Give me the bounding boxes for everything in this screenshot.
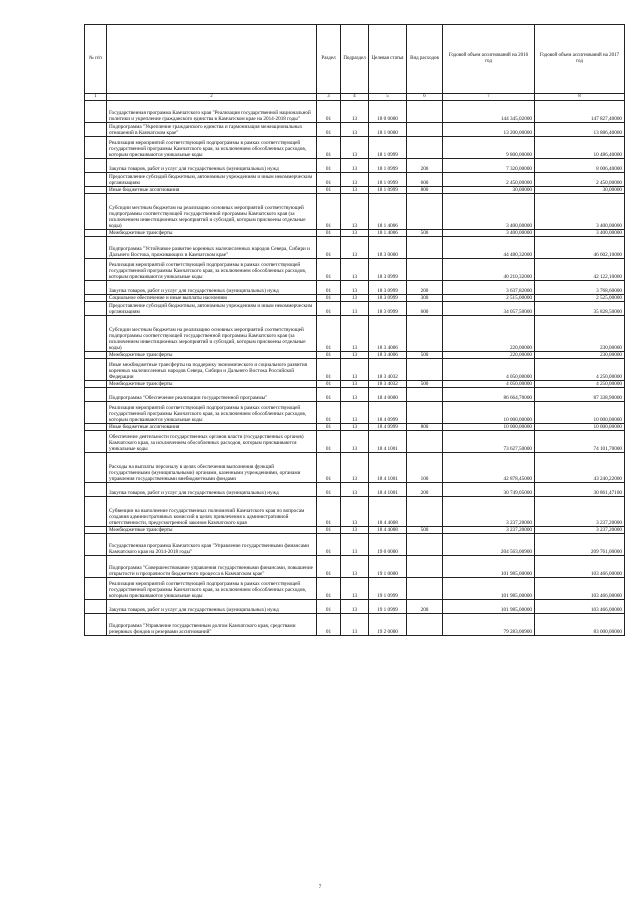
- row-podrazdel-cell: 13: [341, 352, 369, 359]
- row-volume-2016-cell: 3 237,20000: [443, 497, 535, 527]
- row-target-article-cell: 18 1 0999: [369, 173, 407, 187]
- row-target-article-cell: 18 4 4008: [369, 497, 407, 527]
- row-razdel-cell: 01: [317, 534, 341, 556]
- page-number: 7: [318, 884, 322, 890]
- row-volume-2016-cell: 220,00000: [443, 316, 535, 352]
- table-row: [85, 424, 625, 431]
- row-target-article-cell: 18 4 4008: [369, 527, 407, 534]
- row-number-cell: [85, 159, 107, 173]
- header-name: [107, 25, 317, 94]
- row-expense-type-cell: [407, 316, 443, 352]
- header-volume-2017: Годовой объем ассигнований на 2017 год: [535, 25, 625, 94]
- row-podrazdel-cell: 13: [341, 424, 369, 431]
- row-volume-2017-cell: 35 828,50000: [535, 302, 625, 316]
- row-podrazdel-cell: 13: [341, 230, 369, 237]
- row-name-cell: Подпрограмма "Управление государственным долгом Камчатского края, средствами резервных фондов и резервами ассигнований": [107, 614, 317, 636]
- row-target-article-cell: 18 3 0999: [369, 281, 407, 295]
- row-number-cell: [85, 381, 107, 388]
- row-name-cell: Реализация мероприятий соответствующей подпрограммы в рамках соответствующей государственной программы Камчатского края, за исключением обособленных расходов, которым присваиваются уникальные коды: [107, 578, 317, 600]
- row-razdel-cell: 01: [317, 600, 341, 614]
- row-expense-type-cell: [407, 123, 443, 137]
- row-expense-type-cell: [407, 137, 443, 159]
- row-expense-type-cell: [407, 534, 443, 556]
- row-razdel-cell: 01: [317, 237, 341, 259]
- row-volume-2017-cell: 4 250,00000: [535, 381, 625, 388]
- row-podrazdel-cell: 13: [341, 173, 369, 187]
- row-volume-2016-cell: 204 563,00900: [443, 534, 535, 556]
- row-expense-type-cell: [407, 101, 443, 123]
- table-row: [85, 388, 625, 402]
- row-expense-type-cell: [407, 578, 443, 600]
- table-row: [85, 359, 625, 381]
- row-number-cell: [85, 352, 107, 359]
- header-target-article: Целевая статья: [369, 25, 407, 94]
- row-podrazdel-cell: 13: [341, 295, 369, 302]
- row-volume-2017-cell: 230,00000: [535, 352, 625, 359]
- row-number-cell: [85, 187, 107, 194]
- row-number-cell: [85, 230, 107, 237]
- table-row: [85, 159, 625, 173]
- row-podrazdel-cell: 13: [341, 281, 369, 295]
- row-volume-2017-cell: 30 861,47100: [535, 483, 625, 497]
- row-number-cell: [85, 316, 107, 352]
- row-expense-type-cell: 500: [407, 381, 443, 388]
- row-name-cell: Социальное обеспечение и иные выплаты населению: [107, 295, 317, 302]
- row-target-article-cell: 18 3 0999: [369, 302, 407, 316]
- row-name-cell: Закупка товаров, работ и услуг для государственных (муниципальных) нужд: [107, 483, 317, 497]
- row-number-cell: [85, 483, 107, 497]
- row-volume-2016-cell: 42 878,45000: [443, 453, 535, 483]
- row-podrazdel-cell: 13: [341, 578, 369, 600]
- row-volume-2017-cell: 3 400,00000: [535, 230, 625, 237]
- row-volume-2016-cell: 44 480,32000: [443, 237, 535, 259]
- row-target-article-cell: 18 3 4006: [369, 316, 407, 352]
- row-name-cell: Субсидии местным бюджетам на реализацию основных мероприятий соответствующей подпрограммы соответствующей государственной программы Камчатского края (за исключением инвестиционных мероприятий и субсидий, которым присвоены отдельные коды): [107, 316, 317, 352]
- row-name-cell: Иные бюджетные ассигнования: [107, 187, 317, 194]
- row-expense-type-cell: [407, 614, 443, 636]
- table-row: [85, 402, 625, 424]
- table-row: [85, 497, 625, 527]
- row-podrazdel-cell: 13: [341, 497, 369, 527]
- row-expense-type-cell: 200: [407, 600, 443, 614]
- row-number-cell: [85, 173, 107, 187]
- header-number: № п/п: [85, 25, 107, 94]
- header-razdel: Раздел: [317, 25, 341, 94]
- row-target-article-cell: 18 4 0000: [369, 388, 407, 402]
- row-expense-type-cell: [407, 497, 443, 527]
- row-razdel-cell: 01: [317, 424, 341, 431]
- row-razdel-cell: 01: [317, 614, 341, 636]
- row-razdel-cell: 01: [317, 259, 341, 281]
- row-expense-type-cell: 600: [407, 302, 443, 316]
- row-razdel-cell: 01: [317, 316, 341, 352]
- table-row: [85, 527, 625, 534]
- table-row: [85, 352, 625, 359]
- row-volume-2016-cell: 30,00000: [443, 187, 535, 194]
- row-target-article-cell: 18 1 0000: [369, 123, 407, 137]
- row-razdel-cell: 01: [317, 230, 341, 237]
- row-name-cell: Государственная программа Камчатского края "Управление государственными финансами Камчатского края на 2014-2018 годы": [107, 534, 317, 556]
- row-razdel-cell: 01: [317, 295, 341, 302]
- row-podrazdel-cell: 13: [341, 187, 369, 194]
- row-expense-type-cell: 100: [407, 453, 443, 483]
- row-target-article-cell: 18 4 0999: [369, 424, 407, 431]
- row-name-cell: Государственная программа Камчатского края "Реализация государственной национальной политики и укрепление гражданского единства в Камчатском крае на 2014-2018 годы": [107, 101, 317, 123]
- row-volume-2017-cell: 3 237,20000: [535, 497, 625, 527]
- row-razdel-cell: 01: [317, 123, 341, 137]
- row-target-article-cell: 18 1 0999: [369, 187, 407, 194]
- row-target-article-cell: 18 1 4006: [369, 230, 407, 237]
- row-expense-type-cell: 200: [407, 483, 443, 497]
- budget-table: [84, 24, 625, 636]
- row-volume-2016-cell: 2 515,00000: [443, 295, 535, 302]
- column-number-row: [85, 94, 625, 101]
- row-name-cell: Закупка товаров, работ и услуг для государственных (муниципальных) нужд: [107, 600, 317, 614]
- column-number: 8: [535, 94, 625, 101]
- row-podrazdel-cell: 13: [341, 381, 369, 388]
- row-number-cell: [85, 281, 107, 295]
- row-expense-type-cell: 500: [407, 352, 443, 359]
- row-volume-2017-cell: 46 602,10000: [535, 237, 625, 259]
- row-expense-type-cell: 500: [407, 230, 443, 237]
- row-razdel-cell: 01: [317, 137, 341, 159]
- row-podrazdel-cell: 13: [341, 259, 369, 281]
- table-row: [85, 123, 625, 137]
- row-target-article-cell: 18 1 0999: [369, 137, 407, 159]
- row-name-cell: Иные бюджетные ассигнования: [107, 424, 317, 431]
- row-name-cell: Закупка товаров, работ и услуг для государственных (муниципальных) нужд: [107, 159, 317, 173]
- row-volume-2017-cell: 3 400,00000: [535, 194, 625, 230]
- row-volume-2016-cell: 73 627,50000: [443, 431, 535, 453]
- row-podrazdel-cell: 13: [341, 101, 369, 123]
- row-number-cell: [85, 600, 107, 614]
- row-target-article-cell: 18 1 4006: [369, 194, 407, 230]
- row-volume-2016-cell: 4 050,00000: [443, 381, 535, 388]
- row-volume-2016-cell: 220,00000: [443, 352, 535, 359]
- row-volume-2017-cell: 10 000,00000: [535, 402, 625, 424]
- row-volume-2017-cell: 2 450,00000: [535, 173, 625, 187]
- table-row: [85, 614, 625, 636]
- row-expense-type-cell: 200: [407, 159, 443, 173]
- row-number-cell: [85, 497, 107, 527]
- row-razdel-cell: 01: [317, 352, 341, 359]
- column-number: 5: [369, 94, 407, 101]
- row-expense-type-cell: 800: [407, 424, 443, 431]
- row-podrazdel-cell: 13: [341, 237, 369, 259]
- row-volume-2016-cell: 3 637,82000: [443, 281, 535, 295]
- row-target-article-cell: 18 4 1001: [369, 431, 407, 453]
- row-volume-2017-cell: 10 000,00000: [535, 424, 625, 431]
- row-name-cell: Иные межбюджетные трансферты на поддержку экономического и социального развития коренных малочисленных народов Севера, Сибири и Дальнего Востока Российской Федерации: [107, 359, 317, 381]
- row-volume-2017-cell: 13 886,40000: [535, 123, 625, 137]
- table-body: [85, 101, 625, 636]
- row-target-article-cell: 18 3 4032: [369, 381, 407, 388]
- row-expense-type-cell: [407, 388, 443, 402]
- row-volume-2017-cell: 3 768,60000: [535, 281, 625, 295]
- row-volume-2016-cell: 101 985,00000: [443, 578, 535, 600]
- row-number-cell: [85, 259, 107, 281]
- row-razdel-cell: 01: [317, 359, 341, 381]
- table-row: [85, 194, 625, 230]
- table-row: [85, 101, 625, 123]
- row-number-cell: [85, 431, 107, 453]
- row-expense-type-cell: [407, 556, 443, 578]
- table-row: [85, 578, 625, 600]
- column-number: 7: [443, 94, 535, 101]
- row-target-article-cell: 18 3 0000: [369, 237, 407, 259]
- row-expense-type-cell: 600: [407, 173, 443, 187]
- row-name-cell: Реализация мероприятий соответствующей подпрограммы в рамках соответствующей государственной программы Камчатского края, за исключением обособленных расходов, которым присваиваются уникальные коды: [107, 137, 317, 159]
- row-name-cell: Субвенции на выполнение государственных полномочий Камчатского края по вопросам создания административных комиссий в целях привлечения к административной ответственности, предусмотренной законом Камчатского края: [107, 497, 317, 527]
- row-expense-type-cell: [407, 402, 443, 424]
- row-podrazdel-cell: 13: [341, 388, 369, 402]
- table-row: [85, 534, 625, 556]
- row-volume-2017-cell: 74 101,70000: [535, 431, 625, 453]
- row-razdel-cell: 01: [317, 431, 341, 453]
- row-target-article-cell: 18 1 0999: [369, 159, 407, 173]
- table-row: [85, 453, 625, 483]
- column-number: 6: [407, 94, 443, 101]
- row-razdel-cell: 01: [317, 556, 341, 578]
- row-volume-2017-cell: 147 827,40000: [535, 101, 625, 123]
- row-name-cell: Межбюджетные трансферты: [107, 230, 317, 237]
- row-podrazdel-cell: 13: [341, 534, 369, 556]
- row-expense-type-cell: [407, 359, 443, 381]
- row-volume-2017-cell: 230,00000: [535, 316, 625, 352]
- row-razdel-cell: 01: [317, 497, 341, 527]
- row-volume-2016-cell: 86 664,70000: [443, 388, 535, 402]
- row-number-cell: [85, 295, 107, 302]
- row-volume-2017-cell: 10 486,40000: [535, 137, 625, 159]
- row-name-cell: Расходы на выплаты персоналу в целях обеспечения выполнения функций государственными (муниципальными) органами, казенными учреждениями, органами управления государственными внебюджетными фондами: [107, 453, 317, 483]
- row-volume-2016-cell: 7 320,00000: [443, 159, 535, 173]
- row-razdel-cell: 01: [317, 281, 341, 295]
- row-podrazdel-cell: 13: [341, 316, 369, 352]
- column-number: 3: [317, 94, 341, 101]
- row-volume-2016-cell: 2 450,00000: [443, 173, 535, 187]
- row-razdel-cell: 01: [317, 381, 341, 388]
- row-razdel-cell: 01: [317, 173, 341, 187]
- table-row: [85, 230, 625, 237]
- row-target-article-cell: 18 3 0999: [369, 259, 407, 281]
- row-name-cell: Подпрограмма "Обеспечение реализации государственной программы": [107, 388, 317, 402]
- row-razdel-cell: 01: [317, 483, 341, 497]
- row-target-article-cell: 19 1 0999: [369, 600, 407, 614]
- row-volume-2016-cell: 3 237,20000: [443, 527, 535, 534]
- row-name-cell: Реализация мероприятий соответствующей подпрограммы в рамках соответствующей государственной программы Камчатского края, за исключением обособленных расходов, которым присваиваются уникальные коды: [107, 259, 317, 281]
- table-row: [85, 237, 625, 259]
- row-number-cell: [85, 137, 107, 159]
- row-target-article-cell: 19 1 0000: [369, 556, 407, 578]
- row-name-cell: Субсидии местным бюджетам на реализацию основных мероприятий соответствующей подпрограммы соответствующей государственной программы Камчатского края (за исключением инвестиционных мероприятий и субсидий, которым присвоены отдельные коды): [107, 194, 317, 230]
- row-name-cell: Закупка товаров, работ и услуг для государственных (муниципальных) нужд: [107, 281, 317, 295]
- row-number-cell: [85, 614, 107, 636]
- row-number-cell: [85, 302, 107, 316]
- header-volume-2016: Годовой объем ассигнований на 2016 год: [443, 25, 535, 94]
- row-expense-type-cell: 300: [407, 295, 443, 302]
- row-name-cell: Межбюджетные трансферты: [107, 527, 317, 534]
- table-row: [85, 381, 625, 388]
- row-razdel-cell: 01: [317, 302, 341, 316]
- row-volume-2016-cell: 79 283,00900: [443, 614, 535, 636]
- row-expense-type-cell: [407, 259, 443, 281]
- row-expense-type-cell: 500: [407, 527, 443, 534]
- row-target-article-cell: 18 4 0999: [369, 402, 407, 424]
- table-row: [85, 137, 625, 159]
- row-target-article-cell: 19 2 0000: [369, 614, 407, 636]
- row-razdel-cell: 01: [317, 101, 341, 123]
- row-volume-2016-cell: 3 400,00000: [443, 230, 535, 237]
- row-name-cell: Обеспечение деятельности государственных органов власти (государственных органов) Камчатского края, за исключением обособленных расходов, которым присваиваются уникальные коды: [107, 431, 317, 453]
- row-target-article-cell: 18 4 1001: [369, 453, 407, 483]
- header-podrazdel: Подраздел: [341, 25, 369, 94]
- row-podrazdel-cell: 13: [341, 431, 369, 453]
- row-podrazdel-cell: 13: [341, 600, 369, 614]
- row-volume-2017-cell: 209 761,00000: [535, 534, 625, 556]
- row-podrazdel-cell: 13: [341, 302, 369, 316]
- row-number-cell: [85, 194, 107, 230]
- row-volume-2017-cell: 30,00000: [535, 187, 625, 194]
- row-expense-type-cell: 800: [407, 187, 443, 194]
- row-number-cell: [85, 388, 107, 402]
- row-volume-2016-cell: 10 000,00000: [443, 424, 535, 431]
- row-razdel-cell: 01: [317, 194, 341, 230]
- row-target-article-cell: 18 3 0999: [369, 295, 407, 302]
- row-volume-2017-cell: 103 466,00000: [535, 600, 625, 614]
- row-podrazdel-cell: 13: [341, 159, 369, 173]
- row-name-cell: Подпрограмма "Устойчивое развитие коренных малочисленных народов Севера, Сибири и Дальнего Востока, проживающих в Камчатском крае": [107, 237, 317, 259]
- row-target-article-cell: 18 3 4006: [369, 352, 407, 359]
- table-row: [85, 173, 625, 187]
- row-number-cell: [85, 556, 107, 578]
- row-volume-2017-cell: 8 006,40000: [535, 159, 625, 173]
- row-podrazdel-cell: 13: [341, 453, 369, 483]
- row-podrazdel-cell: 13: [341, 194, 369, 230]
- row-podrazdel-cell: 13: [341, 483, 369, 497]
- row-volume-2016-cell: 13 200,00000: [443, 123, 535, 137]
- row-target-article-cell: 18 0 0000: [369, 101, 407, 123]
- budget-table-sheet: [84, 24, 624, 636]
- row-name-cell: Подпрограмма "Укрепление гражданского единства и гармонизация межнациональных отношений в Камчатском крае": [107, 123, 317, 137]
- row-name-cell: Предоставление субсидий бюджетным, автономным учреждениям и иным некоммерческим организациям: [107, 302, 317, 316]
- row-number-cell: [85, 237, 107, 259]
- row-razdel-cell: 01: [317, 159, 341, 173]
- row-volume-2016-cell: 40 210,32000: [443, 259, 535, 281]
- table-row: [85, 259, 625, 281]
- row-number-cell: [85, 534, 107, 556]
- header-expense-type: Вид расходов: [407, 25, 443, 94]
- column-number: 2: [107, 94, 317, 101]
- row-name-cell: Предоставление субсидий бюджетным, автономным учреждениям и иным некоммерческим организациям: [107, 173, 317, 187]
- row-volume-2017-cell: 103 466,00000: [535, 556, 625, 578]
- table-row: [85, 302, 625, 316]
- row-expense-type-cell: [407, 194, 443, 230]
- row-number-cell: [85, 424, 107, 431]
- row-razdel-cell: 01: [317, 187, 341, 194]
- row-expense-type-cell: 200: [407, 281, 443, 295]
- row-podrazdel-cell: 13: [341, 402, 369, 424]
- row-number-cell: [85, 359, 107, 381]
- row-volume-2016-cell: 9 800,00000: [443, 137, 535, 159]
- row-name-cell: Реализация мероприятий соответствующей подпрограммы в рамках соответствующей государственной программы Камчатского края, за исключением обособленных расходов, которым присваиваются уникальные коды: [107, 402, 317, 424]
- table-row: [85, 316, 625, 352]
- row-target-article-cell: 18 4 1001: [369, 483, 407, 497]
- table-row: [85, 483, 625, 497]
- row-target-article-cell: 19 0 0000: [369, 534, 407, 556]
- table-row: [85, 187, 625, 194]
- row-podrazdel-cell: 13: [341, 359, 369, 381]
- row-expense-type-cell: [407, 237, 443, 259]
- row-razdel-cell: 01: [317, 578, 341, 600]
- row-target-article-cell: 19 1 0999: [369, 578, 407, 600]
- row-expense-type-cell: [407, 431, 443, 453]
- column-number: 4: [341, 94, 369, 101]
- row-volume-2016-cell: 101 985,00000: [443, 556, 535, 578]
- row-volume-2017-cell: 83 000,00000: [535, 614, 625, 636]
- column-number: 1: [85, 94, 107, 101]
- table-header: [85, 25, 625, 101]
- row-name-cell: Межбюджетные трансферты: [107, 381, 317, 388]
- row-volume-2017-cell: 87 338,90000: [535, 388, 625, 402]
- row-name-cell: Подпрограмма "Совершенствование управления государственными финансами, повышение открытости и прозрачности бюджетного процесса в Камчатском крае": [107, 556, 317, 578]
- table-row: [85, 281, 625, 295]
- row-podrazdel-cell: 13: [341, 137, 369, 159]
- row-volume-2016-cell: 144 345,02000: [443, 101, 535, 123]
- table-row: [85, 295, 625, 302]
- row-volume-2016-cell: 10 000,00000: [443, 402, 535, 424]
- row-volume-2016-cell: 3 400,00000: [443, 194, 535, 230]
- row-number-cell: [85, 123, 107, 137]
- row-volume-2016-cell: 34 057,50000: [443, 302, 535, 316]
- row-volume-2016-cell: 4 050,00000: [443, 359, 535, 381]
- row-razdel-cell: 01: [317, 527, 341, 534]
- row-podrazdel-cell: 13: [341, 614, 369, 636]
- table-row: [85, 600, 625, 614]
- row-volume-2017-cell: 4 250,00000: [535, 359, 625, 381]
- row-number-cell: [85, 578, 107, 600]
- row-podrazdel-cell: 13: [341, 556, 369, 578]
- row-name-cell: Межбюджетные трансферты: [107, 352, 317, 359]
- row-volume-2017-cell: 103 466,00000: [535, 578, 625, 600]
- row-volume-2016-cell: 30 749,05000: [443, 483, 535, 497]
- row-volume-2017-cell: 2 525,00000: [535, 295, 625, 302]
- row-volume-2017-cell: 42 122,10000: [535, 259, 625, 281]
- row-volume-2017-cell: 43 240,22000: [535, 453, 625, 483]
- row-number-cell: [85, 101, 107, 123]
- row-number-cell: [85, 453, 107, 483]
- row-target-article-cell: 18 3 4032: [369, 359, 407, 381]
- row-volume-2016-cell: 101 985,00000: [443, 600, 535, 614]
- table-row: [85, 431, 625, 453]
- row-number-cell: [85, 402, 107, 424]
- row-podrazdel-cell: 13: [341, 527, 369, 534]
- row-podrazdel-cell: 13: [341, 123, 369, 137]
- row-razdel-cell: 01: [317, 388, 341, 402]
- row-number-cell: [85, 527, 107, 534]
- row-razdel-cell: 01: [317, 453, 341, 483]
- row-volume-2017-cell: 3 237,20000: [535, 527, 625, 534]
- row-razdel-cell: 01: [317, 402, 341, 424]
- table-row: [85, 556, 625, 578]
